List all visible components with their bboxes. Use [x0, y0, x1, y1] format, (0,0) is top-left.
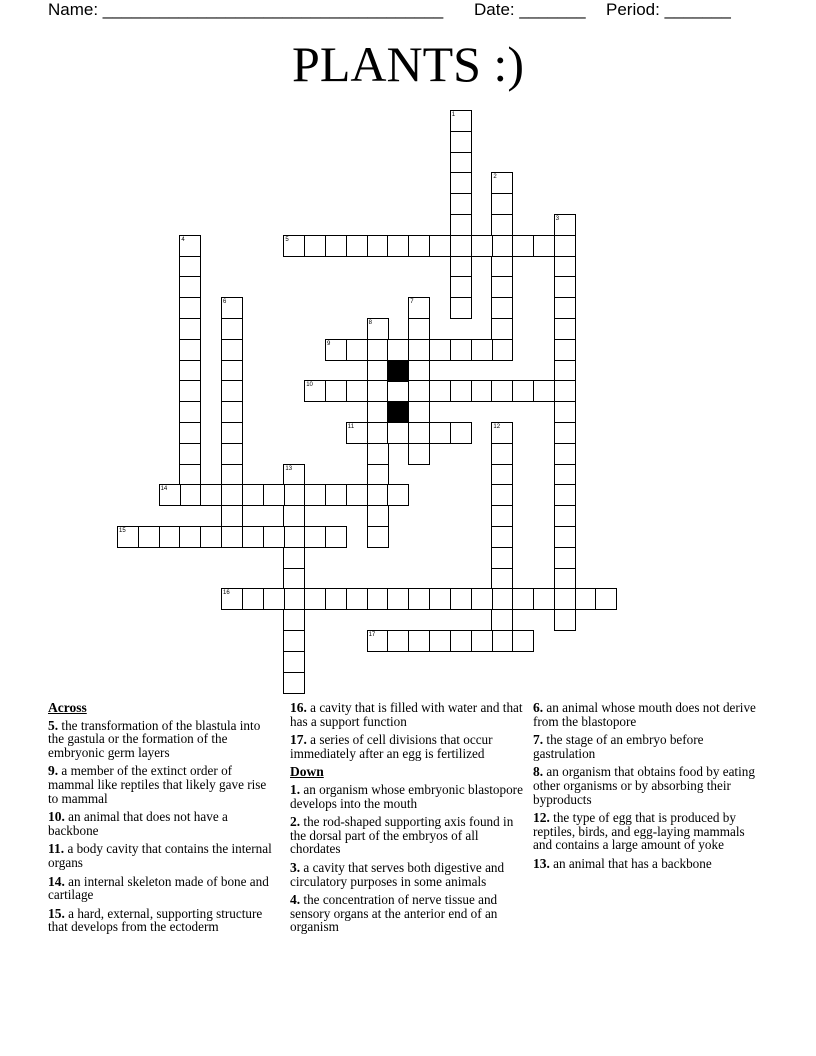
- clue-number-label: 1: [451, 112, 456, 118]
- crossword-cell[interactable]: [387, 339, 409, 361]
- clue-item: [290, 893, 526, 934]
- crossword-cell[interactable]: [387, 235, 409, 257]
- crossword-cell[interactable]: [554, 443, 576, 465]
- clue-number-label: 8: [368, 320, 372, 326]
- crossword-cell[interactable]: [554, 568, 576, 590]
- crossword-cell[interactable]: [491, 235, 513, 257]
- crossword-cell[interactable]: [554, 235, 576, 257]
- crossword-cell[interactable]: [283, 526, 305, 548]
- name-field-label: Name: ____________________________________: [48, 0, 444, 19]
- crossword-cell[interactable]: [387, 380, 409, 402]
- crossword-cell[interactable]: [242, 588, 264, 610]
- clue-text: a cavity that is filled with water and that has a support function: [290, 700, 523, 729]
- crossword-cell[interactable]: [429, 422, 451, 444]
- clue-text: an animal that has a backbone: [549, 855, 712, 871]
- crossword-cell[interactable]: [429, 339, 451, 361]
- crossword-cell[interactable]: [408, 588, 430, 610]
- crossword-cell[interactable]: [346, 484, 368, 506]
- crossword-cell[interactable]: [554, 276, 576, 298]
- clue-item: [533, 733, 759, 760]
- crossword-cell[interactable]: [179, 339, 201, 361]
- clue-number-label: 4: [181, 236, 185, 243]
- crossword-cell[interactable]: [471, 380, 493, 402]
- clue-number-label: 16: [223, 590, 230, 597]
- clue-text: the transformation of the blastula into the gastula or the formation of the embryonic germ layers: [48, 717, 261, 760]
- crossword-cell[interactable]: [179, 297, 201, 319]
- clue-text: an animal whose mouth does not derive from the blastopore: [533, 700, 756, 729]
- clue-number: 14.: [48, 873, 65, 889]
- crossword-cell[interactable]: [408, 422, 430, 444]
- clue-number-label: 13: [285, 465, 293, 472]
- clue-text: an organism whose embryonic blastopore develops into the mouth: [290, 781, 523, 811]
- clue-item: [290, 701, 526, 728]
- crossword-cell[interactable]: [554, 464, 576, 486]
- crossword-cell[interactable]: [179, 526, 201, 548]
- clue-item: [290, 783, 526, 810]
- clue-item: [48, 810, 274, 837]
- crossword-cell[interactable]: [138, 526, 160, 548]
- crossword-cell[interactable]: [367, 505, 389, 527]
- clue-number-label: 5: [285, 236, 289, 243]
- clue-number-label: 9: [327, 340, 331, 347]
- crossword-cell[interactable]: [367, 443, 389, 465]
- clue-item: [533, 701, 759, 728]
- crossword-cell[interactable]: [179, 443, 201, 465]
- clue-number-label: 12: [493, 424, 501, 430]
- crossword-cell[interactable]: [471, 235, 493, 257]
- crossword-cell[interactable]: [179, 401, 201, 423]
- crossword-cell[interactable]: [408, 235, 430, 257]
- clue-number: 4.: [290, 892, 301, 908]
- clue-number: 5.: [48, 717, 59, 733]
- clue-number: 15.: [48, 905, 65, 921]
- clue-text: an internal skeleton made of bone and cartilage: [48, 873, 269, 903]
- crossword-cell[interactable]: [491, 484, 513, 506]
- clue-text: a cavity that serves both digestive and circulatory purposes in some animals: [290, 859, 505, 889]
- crossword-cell[interactable]: [554, 505, 576, 527]
- crossword-cell[interactable]: [554, 401, 576, 423]
- down-heading: Down: [290, 764, 324, 780]
- clue-number: 16.: [290, 700, 307, 715]
- crossword-cell[interactable]: [304, 526, 326, 548]
- crossword-cell[interactable]: [471, 339, 493, 361]
- clue-number: 7.: [533, 732, 544, 748]
- crossword-cell[interactable]: [429, 380, 451, 402]
- clue-text: a hard, external, supporting structure that develops from the ectoderm: [48, 905, 263, 935]
- crossword-cell[interactable]: [221, 505, 243, 527]
- crossword-cell[interactable]: [304, 484, 326, 506]
- crossword-cell[interactable]: [367, 464, 389, 486]
- clue-number: 2.: [290, 814, 301, 830]
- crossword-cell[interactable]: [408, 318, 430, 340]
- crossword-cell[interactable]: [367, 484, 389, 506]
- crossword-cell[interactable]: [200, 526, 222, 548]
- crossword-cell[interactable]: [179, 318, 201, 340]
- crossword-cell[interactable]: [491, 443, 513, 465]
- crossword-cell[interactable]: [533, 235, 555, 257]
- clue-number: 6.: [533, 700, 544, 715]
- crossword-cell[interactable]: [221, 464, 243, 486]
- clue-number: 17.: [290, 732, 307, 748]
- clue-item: [48, 875, 274, 902]
- crossword-cell[interactable]: [450, 214, 472, 236]
- clue-text: the rod-shaped supporting axis found in the dorsal part of the embryos of all chordates: [290, 814, 514, 857]
- crossword-cell[interactable]: [367, 380, 389, 402]
- crossword-cell[interactable]: [554, 526, 576, 548]
- crossword-cell[interactable]: [533, 380, 555, 402]
- clue-number-label: 15: [119, 528, 126, 534]
- clue-number-label: 3: [555, 216, 560, 222]
- crossword-cell[interactable]: [491, 505, 513, 527]
- crossword-cell[interactable]: [408, 380, 430, 402]
- crossword-cell[interactable]: [367, 360, 389, 382]
- crossword-cell[interactable]: [491, 609, 513, 631]
- crossword-cell[interactable]: [263, 484, 285, 506]
- crossword-cell[interactable]: [554, 297, 576, 319]
- clue-item: [290, 861, 526, 888]
- crossword-cell[interactable]: [408, 360, 430, 382]
- clue-number: 3.: [290, 859, 301, 875]
- crossword-cell[interactable]: [450, 152, 472, 174]
- crossword-cell[interactable]: [575, 588, 597, 610]
- crossword-cell[interactable]: [512, 235, 534, 257]
- clue-number: 1.: [290, 781, 301, 797]
- clue-number-label: 7: [410, 299, 414, 306]
- crossword-cell[interactable]: [471, 630, 493, 652]
- crossword-cell[interactable]: [491, 193, 513, 215]
- crossword-cell[interactable]: [179, 360, 201, 382]
- crossword-cell[interactable]: [554, 422, 576, 444]
- crossword-cell[interactable]: [221, 422, 243, 444]
- across-heading: Across: [48, 700, 87, 715]
- crossword-cell[interactable]: [408, 630, 430, 652]
- crossword-cell[interactable]: [325, 588, 347, 610]
- crossword-cell[interactable]: [283, 505, 305, 527]
- clue-number: 10.: [48, 809, 65, 825]
- clue-item: [48, 764, 274, 805]
- clue-item: [48, 842, 274, 869]
- crossword-cell[interactable]: [283, 672, 305, 694]
- crossword-cell[interactable]: [387, 630, 409, 652]
- crossword-cell[interactable]: [387, 422, 409, 444]
- crossword-cell[interactable]: [367, 235, 389, 257]
- clue-number-label: 14: [160, 486, 168, 493]
- crossword-cell[interactable]: [554, 547, 576, 569]
- crossword-cell[interactable]: [159, 526, 181, 548]
- crossword-cell[interactable]: [283, 609, 305, 631]
- crossword-cell[interactable]: [263, 526, 285, 548]
- crossword-cell[interactable]: [179, 380, 201, 402]
- clue-item: [290, 733, 526, 760]
- crossword-cell[interactable]: [491, 318, 513, 340]
- crossword-cell[interactable]: [554, 380, 576, 402]
- crossword-cell[interactable]: [346, 588, 368, 610]
- crossword-cell[interactable]: [221, 401, 243, 423]
- period-field-label: Period: _______: [606, 0, 731, 19]
- crossword-cell[interactable]: [346, 339, 368, 361]
- crossword-cell[interactable]: [554, 588, 576, 610]
- crossword-cell[interactable]: [221, 526, 243, 548]
- clue-item: [290, 815, 526, 856]
- clue-number: 11.: [48, 841, 65, 857]
- crossword-cell[interactable]: [554, 318, 576, 340]
- clue-text: a series of cell divisions that occur immediately after an egg is fertilized: [290, 732, 493, 761]
- crossword-cell[interactable]: [554, 256, 576, 278]
- crossword-cell[interactable]: [450, 588, 472, 610]
- crossword-cell[interactable]: [263, 588, 285, 610]
- clue-text: an organism that obtains food by eating other organisms or by absorbing their byproducts: [533, 764, 755, 807]
- crossword-cell[interactable]: [387, 484, 409, 506]
- crossword-cell[interactable]: [450, 172, 472, 194]
- clue-item: [533, 765, 759, 806]
- crossword-cell[interactable]: [283, 651, 305, 673]
- crossword-cell[interactable]: [304, 588, 326, 610]
- crossword-cell[interactable]: [408, 339, 430, 361]
- crossword-cell[interactable]: [387, 588, 409, 610]
- crossword-cell[interactable]: [346, 380, 368, 402]
- crossword-cell[interactable]: [367, 526, 389, 548]
- crossword-cell[interactable]: [450, 276, 472, 298]
- crossword-cell[interactable]: [450, 422, 472, 444]
- crossword-cell[interactable]: [471, 588, 493, 610]
- crossword-cell[interactable]: [367, 588, 389, 610]
- clue-text: the stage of an embryo before gastrulation: [533, 732, 704, 761]
- crossword-cell[interactable]: [491, 630, 513, 652]
- crossword-cell[interactable]: [304, 235, 326, 257]
- crossword-cell[interactable]: [491, 380, 513, 402]
- crossword-cell[interactable]: [450, 630, 472, 652]
- crossword-cell[interactable]: [325, 526, 347, 548]
- crossword-cell[interactable]: [491, 214, 513, 236]
- clue-item: [48, 907, 274, 934]
- clue-text: the type of egg that is produced by reptiles, birds, and egg-laying mammals and contains a large amount of yoke: [533, 810, 745, 853]
- crossword-cell[interactable]: [367, 401, 389, 423]
- clue-item: [533, 857, 759, 871]
- crossword-cell[interactable]: [367, 422, 389, 444]
- crossword-cell[interactable]: [283, 588, 305, 610]
- crossword-cell[interactable]: [491, 297, 513, 319]
- clue-number-label: 10: [306, 382, 313, 389]
- clue-text: a member of the extinct order of mammal like reptiles that likely gave rise to mammal: [48, 763, 267, 806]
- crossword-cell[interactable]: [429, 235, 451, 257]
- crossword-cell[interactable]: [450, 339, 472, 361]
- clue-number-label: 2: [493, 174, 497, 181]
- crossword-cell[interactable]: [533, 588, 555, 610]
- crossword-cell[interactable]: [325, 235, 347, 257]
- crossword-cell[interactable]: [450, 235, 472, 257]
- crossword-cell[interactable]: [491, 276, 513, 298]
- clue-number-label: 11: [347, 424, 355, 430]
- clue-number: 9.: [48, 763, 59, 779]
- crossword-cell[interactable]: [221, 360, 243, 382]
- page-title: PLANTS :): [292, 36, 524, 92]
- crossword-cell[interactable]: [179, 276, 201, 298]
- crossword-cell[interactable]: [450, 131, 472, 153]
- clues-column-2: [290, 701, 526, 939]
- clues-column-3: [533, 701, 759, 876]
- clues-column-1: [48, 701, 274, 939]
- crossword-cell[interactable]: [179, 256, 201, 278]
- crossword-cell[interactable]: [179, 484, 201, 506]
- crossword-cell[interactable]: [491, 464, 513, 486]
- crossword-cell[interactable]: [221, 339, 243, 361]
- crossword-cell[interactable]: [408, 443, 430, 465]
- crossword-cell[interactable]: [512, 588, 534, 610]
- crossword-cell[interactable]: [491, 339, 513, 361]
- crossword-cell[interactable]: [429, 588, 451, 610]
- crossword-cell[interactable]: [450, 256, 472, 278]
- clue-number: 12.: [533, 810, 550, 826]
- crossword-cell[interactable]: [491, 256, 513, 278]
- clue-text: an animal that does not have a backbone: [48, 809, 228, 838]
- crossword-cell[interactable]: [491, 547, 513, 569]
- crossword-cell[interactable]: [221, 318, 243, 340]
- crossword-cell[interactable]: [283, 568, 305, 590]
- crossword-cell[interactable]: [325, 484, 347, 506]
- crossword-cell[interactable]: [283, 484, 305, 506]
- crossword-cell[interactable]: [367, 339, 389, 361]
- crossword-cell[interactable]: [554, 609, 576, 631]
- crossword-cell[interactable]: [512, 380, 534, 402]
- crossword-cell[interactable]: [512, 630, 534, 652]
- clue-number-label: 17: [368, 632, 376, 638]
- clue-item: [533, 811, 759, 852]
- crossword-cell[interactable]: [450, 193, 472, 215]
- clue-text: the concentration of nerve tissue and sensory organs at the anterior end of an organism: [290, 892, 498, 935]
- crossword-cell[interactable]: [554, 339, 576, 361]
- crossword-cell[interactable]: [491, 526, 513, 548]
- crossword-cell[interactable]: [429, 630, 451, 652]
- blocked-cell: [387, 401, 409, 423]
- crossword-cell[interactable]: [283, 630, 305, 652]
- crossword-cell[interactable]: [283, 547, 305, 569]
- crossword-cell[interactable]: [242, 526, 264, 548]
- crossword-cell[interactable]: [221, 443, 243, 465]
- clue-number-label: 6: [223, 299, 227, 306]
- crossword-cell[interactable]: [200, 484, 222, 506]
- crossword-cell[interactable]: [325, 380, 347, 402]
- crossword-cell[interactable]: [491, 568, 513, 590]
- crossword-cell[interactable]: [450, 297, 472, 319]
- crossword-cell[interactable]: [554, 484, 576, 506]
- clue-item: [48, 719, 274, 760]
- clue-text: a body cavity that contains the internal organs: [48, 841, 272, 870]
- date-field-label: Date: _______: [474, 0, 586, 19]
- crossword-cell[interactable]: [408, 401, 430, 423]
- crossword-cell[interactable]: [221, 484, 243, 506]
- crossword-cell[interactable]: [554, 360, 576, 382]
- crossword-cell[interactable]: [595, 588, 617, 610]
- crossword-cell[interactable]: [491, 588, 513, 610]
- crossword-cell[interactable]: [242, 484, 264, 506]
- crossword-cell[interactable]: [179, 464, 201, 486]
- crossword-cell[interactable]: [221, 380, 243, 402]
- clue-number: 13.: [533, 855, 550, 871]
- crossword-cell[interactable]: [179, 422, 201, 444]
- blocked-cell: [387, 360, 409, 382]
- crossword-cell[interactable]: [450, 380, 472, 402]
- clue-number: 8.: [533, 764, 544, 780]
- crossword-cell[interactable]: [346, 235, 368, 257]
